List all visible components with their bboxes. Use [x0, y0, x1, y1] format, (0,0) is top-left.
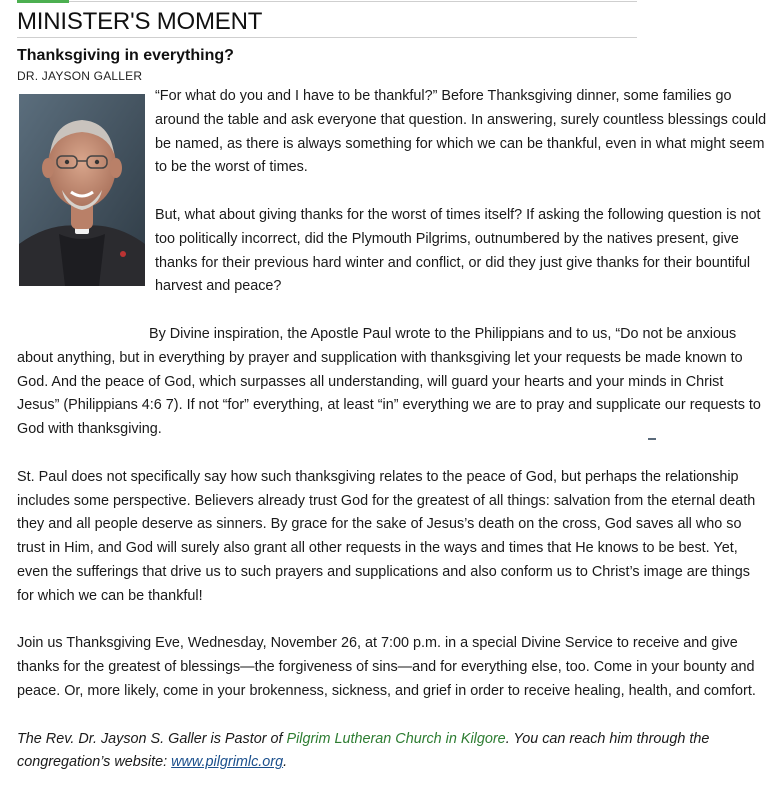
- title-divider: [17, 37, 637, 38]
- author-byline: DR. JAYSON GALLER: [17, 69, 143, 83]
- author-note-prefix: The Rev. Dr. Jayson S. Galler is Pastor of: [17, 730, 287, 747]
- website-link[interactable]: www.pilgrimlc.org: [171, 754, 284, 771]
- author-note: [17, 728, 769, 776]
- top-divider: [69, 1, 637, 2]
- section-title: MINISTER'S MOMENT: [17, 8, 263, 35]
- author-note-suffix: .: [283, 754, 288, 771]
- author-note-middle: . You can reach him through the congregation’s website:: [17, 730, 710, 771]
- stray-mark: [648, 438, 656, 440]
- article-title: Thanksgiving in everything?: [17, 47, 234, 64]
- article-paragraph: Join us Thanksgiving Eve, Wednesday, November 26, at 7:00 p.m. in a special Divine Service to receive and give thanks for the greatest of blessings—the forgiveness of sins—and for everything else, too. Come in your bounty and peace. Or, more likely, come in your brokenness, sickness, and grief in order to receive healing, health, and comfort.: [17, 635, 756, 699]
- church-name: Pilgrim Lutheran Church in Kilgore: [286, 730, 506, 747]
- photo-spacer: [17, 85, 155, 300]
- article-paragraph: St. Paul does not specifically say how such thanksgiving relates to the peace of God, but perhaps the relationship includes some perspective. Believers already trust God for the greatest of all things: salvation from the eternal death they and all people deserve as sinners. By grace for the sake of Jesus’s death on the cross, God saves all who so trust in Him, and God will surely also grant all other requests in the ways and times that He knows to be best. Yet, even the sufferings that drive us to such prayers and supplications and also conform us to Christ’s image are things for which we can be thankful!: [17, 468, 756, 604]
- article-paragraph: But, what about giving thanks for the worst of times itself? If asking the following question is not too politically incorrect, did the Plymouth Pilgrims, outnumbered by the natives present, give thanks for their previous hard winter and conflict, or did they just give thanks for their bountiful harvest and peace?: [155, 206, 761, 295]
- section-accent-bar: [17, 0, 69, 3]
- article-paragraph: “For what do you and I have to be thankful?” Before Thanksgiving dinner, some families go around the table and ask everyone that question. In answering, surely countless blessings could be named, as there is always something for which we can be thankful, even in what might seem to be the worst of times.: [155, 88, 767, 176]
- article-body: [17, 85, 769, 799]
- paragraph-text: By Divine inspiration, the Apostle Paul wrote to the Philippians and to us, “Do not be anxious about anything, but in everything by prayer and supplication with thanksgiving let your requests be made known to God. And the peace of God, which surpasses all understanding, will guard your hearts and your minds in Christ Jesus” (Philippians 4:6 7). If not “for” everything, at least “in” everything we are to pray and supplicate our requests to God with thanksgiving.: [17, 325, 761, 438]
- article-paragraph-indented: [17, 323, 769, 442]
